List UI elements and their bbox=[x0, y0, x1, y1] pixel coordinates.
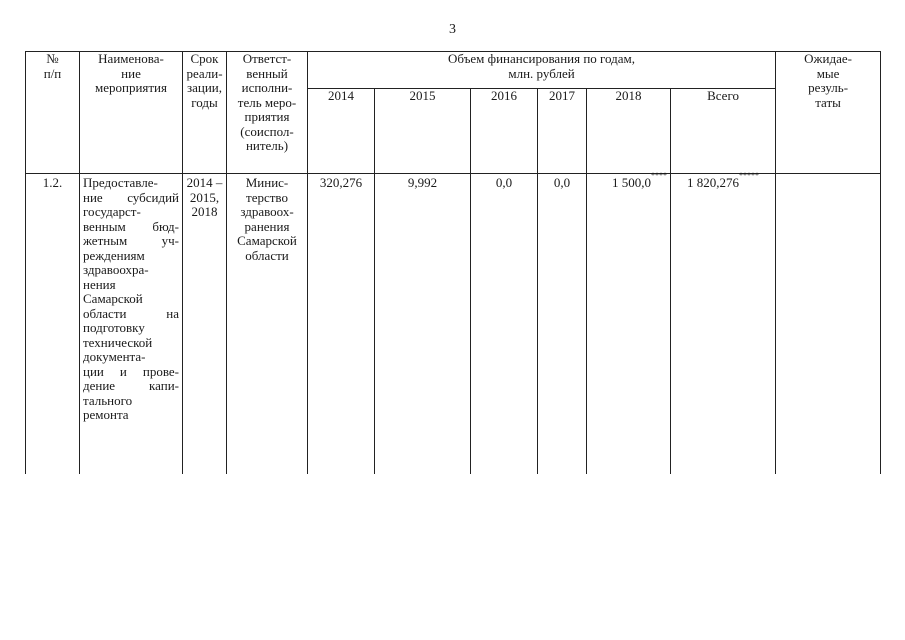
page-number: 3 bbox=[449, 22, 456, 37]
row-name-line: технической bbox=[83, 334, 153, 350]
row-value-2015: 9,992 bbox=[375, 174, 471, 474]
header-year-2018: 2018 bbox=[587, 89, 671, 174]
row-value-2016: 0,0 bbox=[471, 174, 538, 474]
header-year-2015: 2015 bbox=[375, 89, 471, 174]
header-year-2016: 2016 bbox=[471, 89, 538, 174]
table-row bbox=[26, 174, 881, 474]
row-name-line: тального bbox=[83, 392, 133, 408]
row-total-footnote-mark: ***** bbox=[739, 170, 760, 180]
header-total: Всего bbox=[671, 89, 776, 174]
row-name-line: ремонта bbox=[83, 407, 129, 422]
row-value-2018-amount: 1 500,0 bbox=[612, 175, 651, 190]
header-year-2014: 2014 bbox=[308, 89, 375, 174]
header-term: Срок реали- зации, годы bbox=[183, 52, 227, 174]
row-name-line: Самарской bbox=[83, 291, 143, 306]
row-term: 2014 – 2015, 2018 bbox=[183, 174, 227, 474]
row-name-line: подготовку bbox=[83, 320, 145, 335]
row-name-line: государст- bbox=[83, 204, 141, 219]
row-name-line: нения bbox=[83, 276, 116, 292]
row-name-line: Предоставле- bbox=[83, 175, 158, 190]
row-name-line: здравоохра- bbox=[83, 262, 149, 277]
row-name-line: жетным уч- bbox=[83, 233, 179, 248]
row-name-line: документа- bbox=[83, 349, 146, 364]
row-value-2017: 0,0 bbox=[538, 174, 587, 474]
row-name-line: ние субсидий bbox=[83, 189, 179, 205]
header-expected: Ожидае- мые резуль- таты bbox=[776, 52, 881, 174]
header-num: № п/п bbox=[26, 52, 80, 174]
row-expected bbox=[776, 174, 881, 474]
row-name-line: венным бюд- bbox=[83, 218, 179, 234]
row-name-text bbox=[83, 176, 179, 423]
row-name-line: области на bbox=[83, 305, 179, 321]
row-name-line: ции и прове- bbox=[83, 363, 179, 379]
row-name-line: реждениям bbox=[83, 247, 145, 263]
row-value-2018-footnote-mark: **** bbox=[651, 170, 667, 180]
row-num: 1.2. bbox=[26, 174, 80, 474]
header-name: Наименова- ние мероприятия bbox=[80, 52, 183, 174]
row-responsible: Минис- терство здравоох- ранения Самарской области bbox=[227, 174, 308, 474]
row-name bbox=[80, 174, 183, 474]
header-funding: Объем финансирования по годам, млн. рублей bbox=[308, 52, 776, 89]
row-total-amount: 1 820,276 bbox=[687, 175, 740, 190]
row-value-2018 bbox=[587, 170, 671, 474]
financing-table bbox=[25, 51, 881, 474]
row-value-2014: 320,276 bbox=[308, 174, 375, 474]
header-year-2017: 2017 bbox=[538, 89, 587, 174]
row-total bbox=[671, 170, 776, 474]
row-name-line: дение капи- bbox=[83, 378, 179, 393]
header-responsible: Ответст- венный исполни- тель меро- приятия (соиспол- нитель) bbox=[227, 52, 308, 174]
